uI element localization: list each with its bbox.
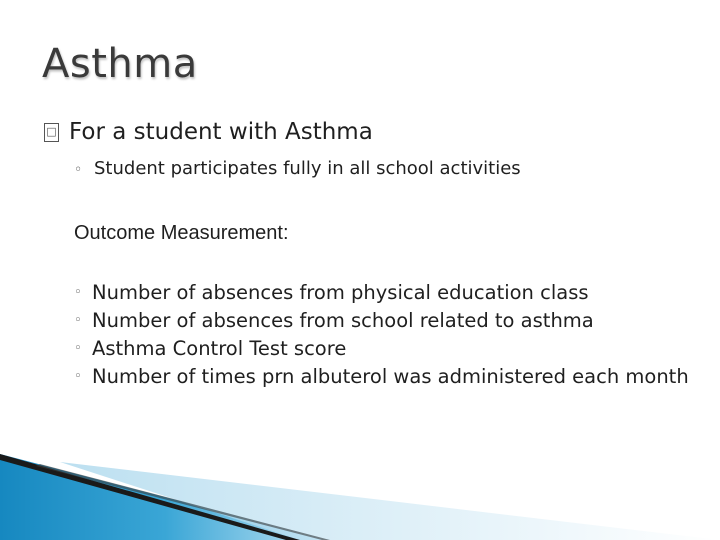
list-item: [74, 279, 704, 307]
ring-bullet-icon: ◦: [74, 369, 82, 384]
main-bullet-text: For a student with Asthma: [69, 119, 373, 145]
ring-bullet-icon: ◦: [74, 162, 83, 178]
main-bullet: [44, 116, 373, 148]
list-item: [74, 363, 704, 391]
list-item-text: Number of absences from school related to asthma: [92, 309, 594, 332]
list-item-text: Number of times prn albuterol was administered each month: [92, 365, 689, 388]
slide-title: Asthma: [42, 41, 198, 87]
ring-bullet-icon: ◦: [74, 341, 82, 356]
list-item-text: Asthma Control Test score: [92, 337, 347, 360]
square-bullet-icon: □: [44, 123, 59, 142]
list-item: [74, 307, 704, 335]
outcome-measurement-label: Outcome Measurement:: [74, 222, 289, 244]
decorative-footer-stripes: [0, 454, 720, 540]
ring-bullet-icon: ◦: [74, 313, 82, 328]
list-item: [74, 335, 704, 363]
sub-bullet-text: Student participates fully in all school activities: [94, 158, 521, 179]
ring-bullet-icon: ◦: [74, 285, 82, 300]
measurement-list: [74, 279, 704, 391]
list-item-text: Number of absences from physical education class: [92, 281, 589, 304]
sub-bullet: [74, 155, 521, 184]
